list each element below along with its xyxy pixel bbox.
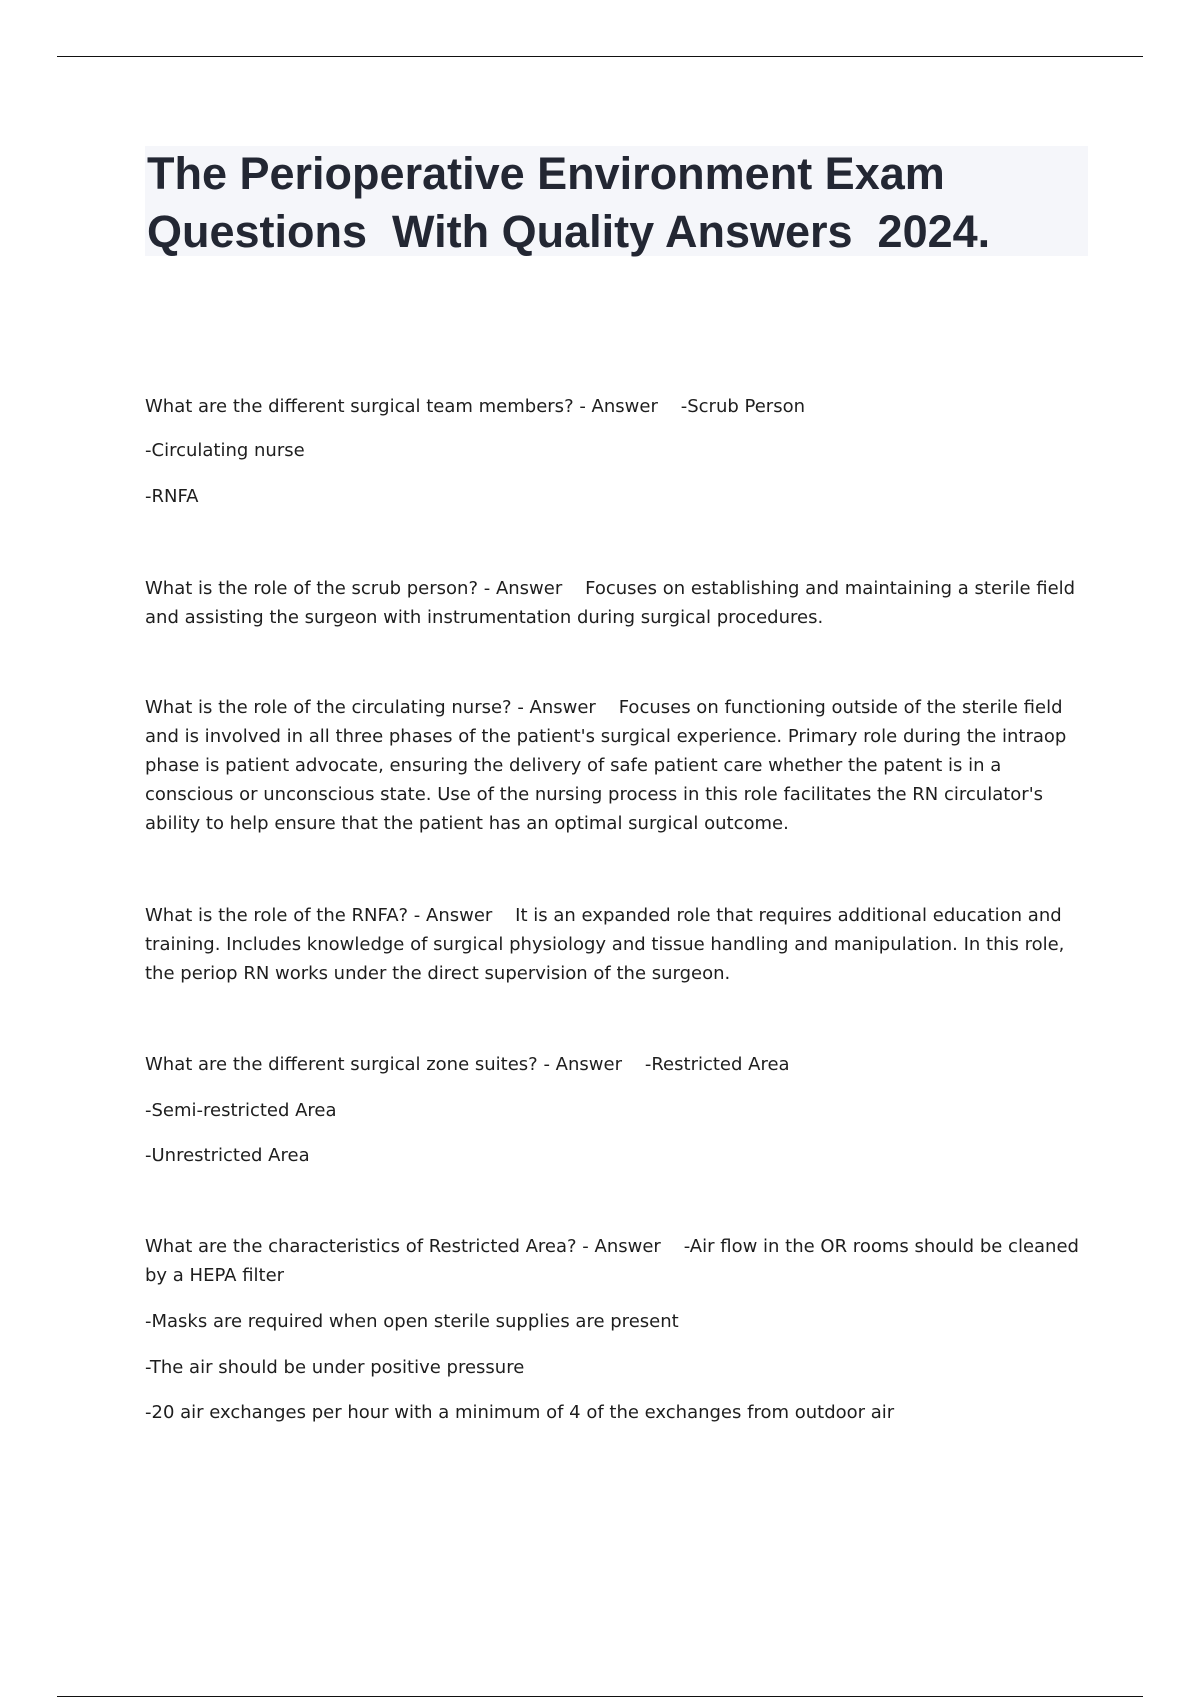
qa-6-line-3: -The air should be under positive pressure: [145, 1357, 525, 1378]
qa-5-line-3: -Unrestricted Area: [145, 1145, 310, 1166]
page-bottom-rule: [57, 1696, 1143, 1697]
qa-3-question: What is the role of the circulating nurse? - Answer Focuses on functioning outside of the sterile field and is involved in all three phases of the patient's surgical experience. Primary role during the intraop phase is patient advocate, ensuring the delivery of safe patient care whether the patent is in a conscious or unconscious state. Use of the nursing process in this role facilitates the RN circulator's ability to help ensure that the patient has an optimal surgical outcome.: [145, 697, 1073, 834]
qa-5-line-2: -Semi-restricted Area: [145, 1100, 337, 1121]
qa-5-question: What are the different surgical zone suites? - Answer -Restricted Area: [145, 1054, 790, 1075]
document-title-line-1: The Perioperative Environment Exam: [147, 148, 945, 199]
qa-4-question: What is the role of the RNFA? - Answer It is an expanded role that requires additional education and training. Includes knowledge of surgical physiology and tissue handling and manipulation. In this role, the periop RN works under the direct supervision of the surgeon.: [145, 905, 1071, 984]
document-title-line-2: Questions With Quality Answers 2024.: [147, 206, 991, 257]
qa-6-line-4: -20 air exchanges per hour with a minimum of 4 of the exchanges from outdoor air: [145, 1402, 895, 1423]
qa-1-line-3: -RNFA: [145, 486, 199, 507]
qa-6-question: What are the characteristics of Restricted Area? - Answer -Air flow in the OR rooms should be cleaned by a HEPA filter: [145, 1236, 1085, 1286]
qa-6-line-2: -Masks are required when open sterile supplies are present: [145, 1311, 679, 1332]
qa-2-question: What is the role of the scrub person? - Answer Focuses on establishing and maintaining a sterile field and assisting the surgeon with instrumentation during surgical procedures.: [145, 578, 1081, 628]
qa-1-line-2: -Circulating nurse: [145, 440, 305, 461]
qa-1-question: What are the different surgical team members? - Answer -Scrub Person: [145, 396, 805, 417]
page-top-rule: [57, 56, 1143, 57]
